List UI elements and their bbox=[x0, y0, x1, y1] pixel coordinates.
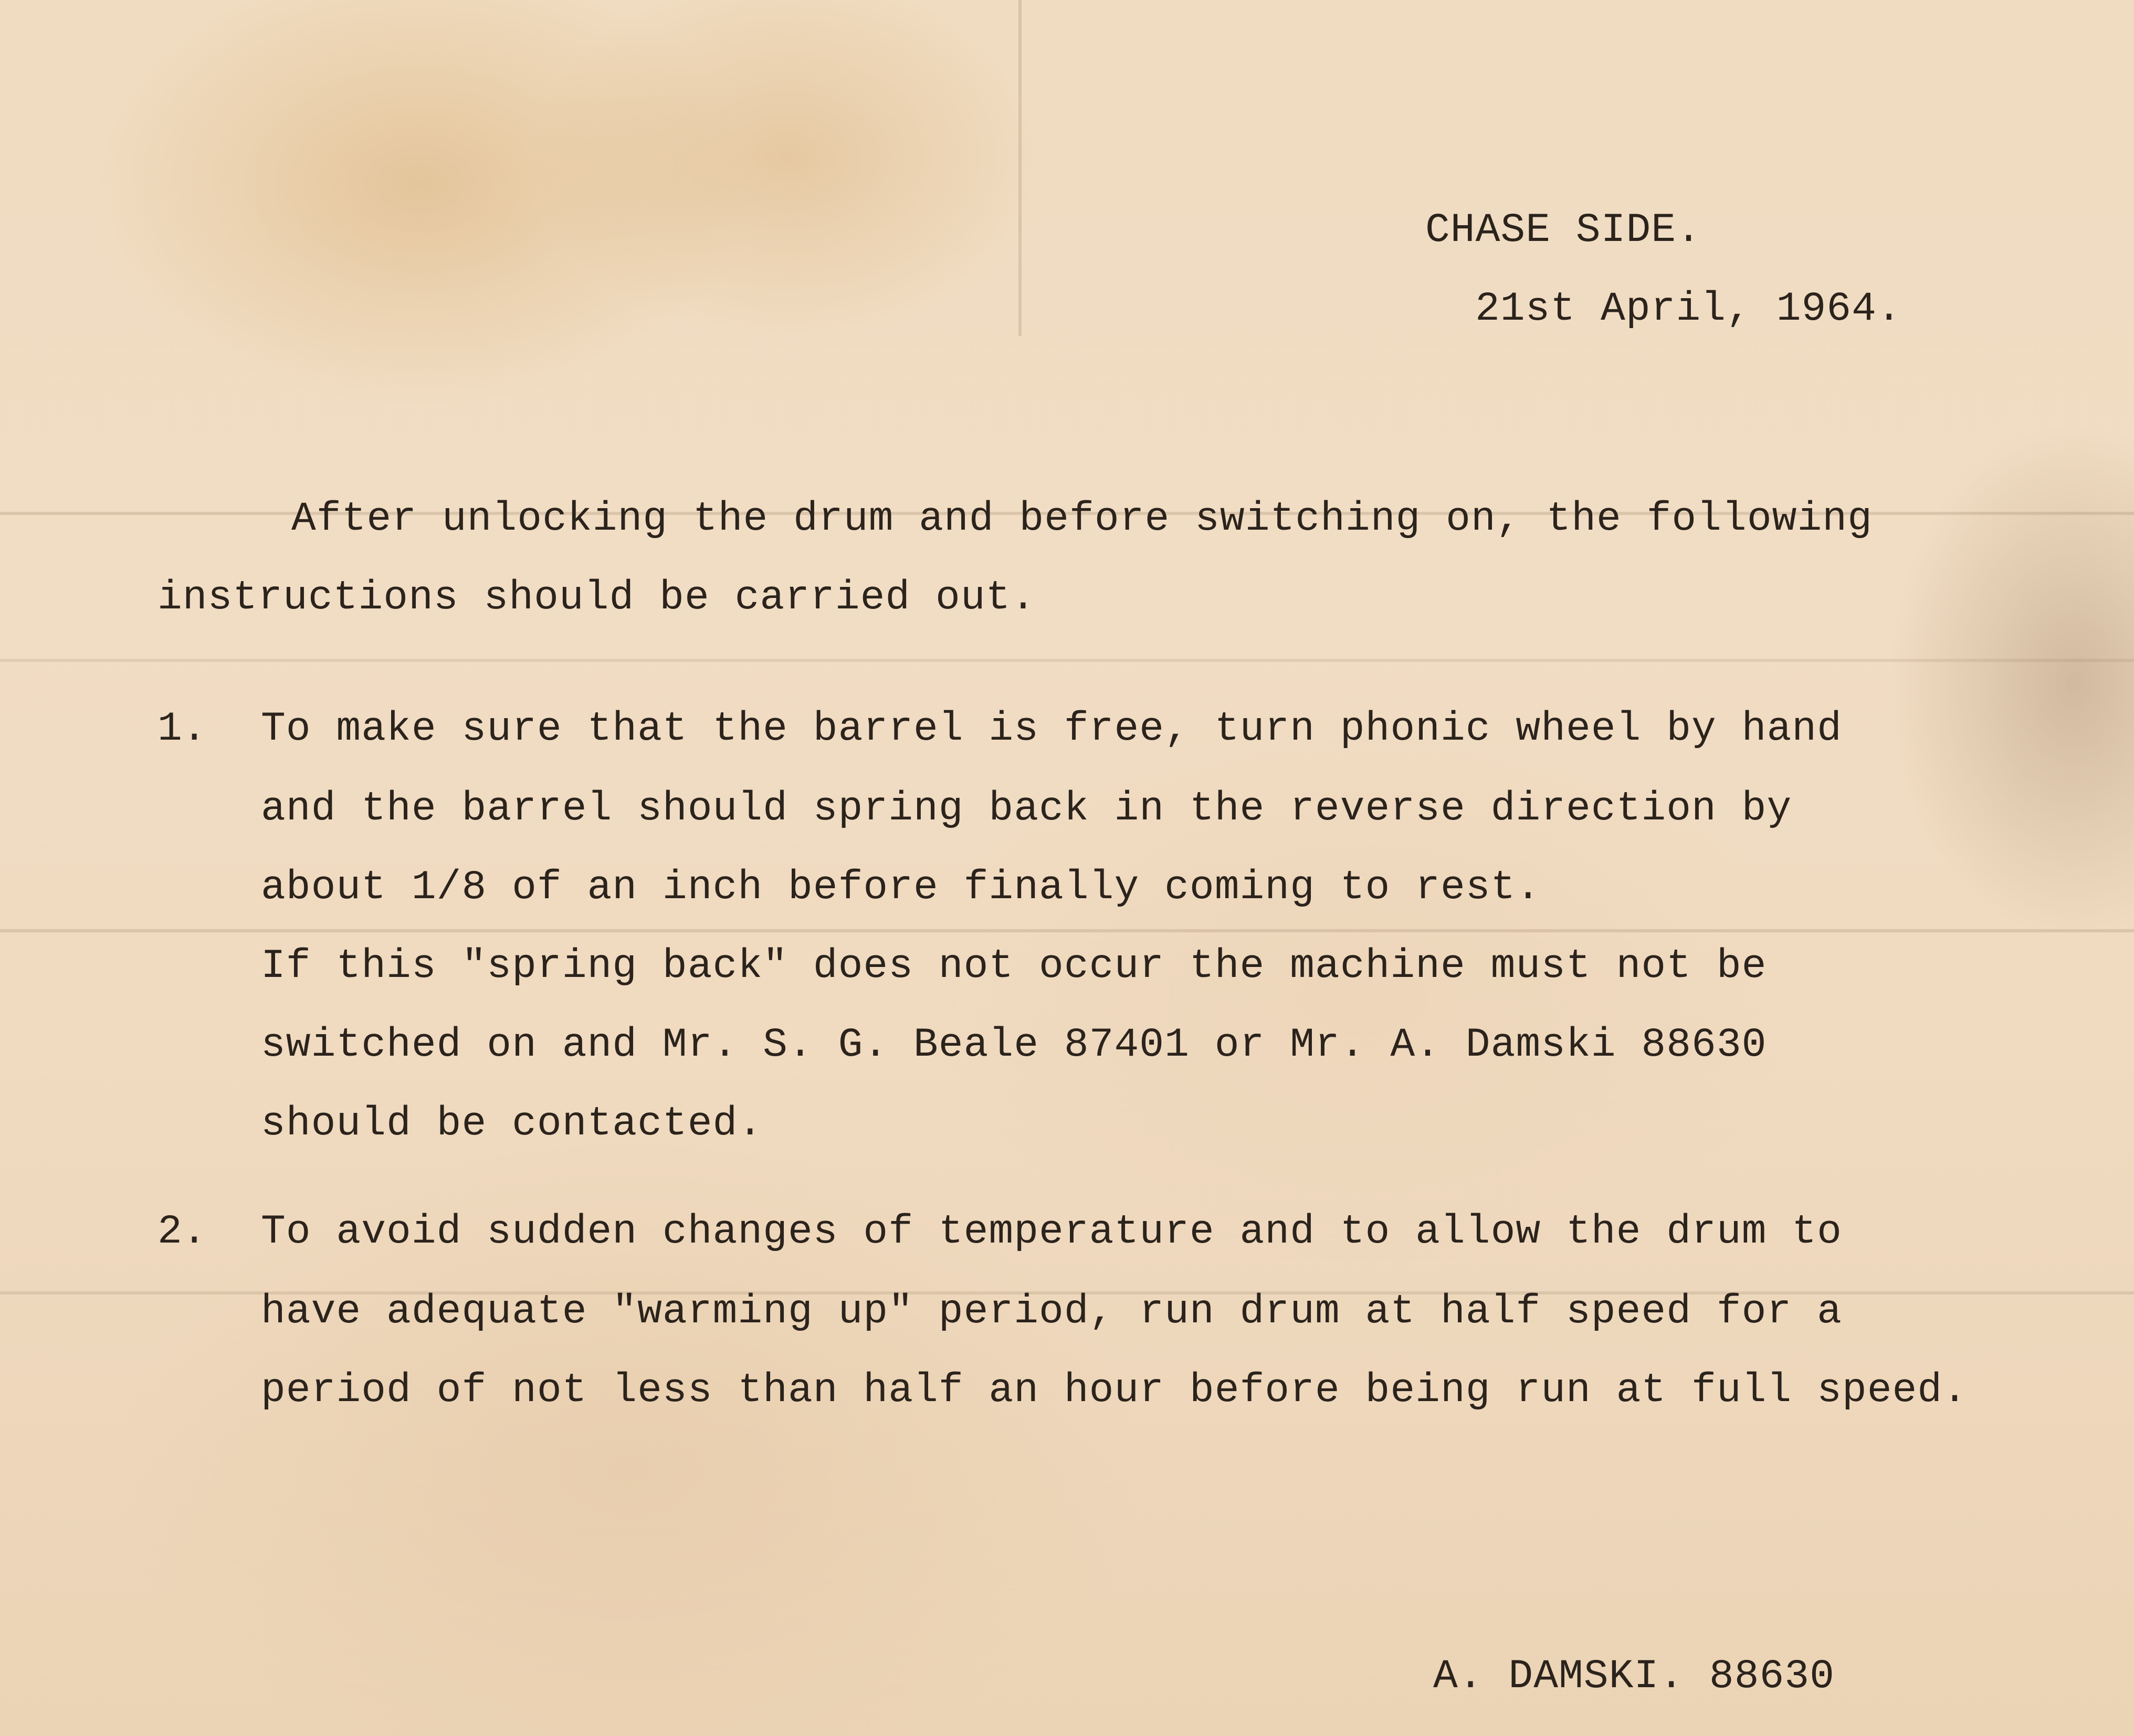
paper-fold-crease bbox=[1018, 0, 1022, 336]
item-line: switched on and Mr. S. G. Beale 87401 or Mr. A. Damski 88630 bbox=[261, 1022, 1767, 1068]
item-number: 1. bbox=[157, 706, 207, 752]
paper-fold-crease bbox=[0, 659, 2134, 662]
item-line: To avoid sudden changes of temperature and to allow the drum to bbox=[261, 1209, 1842, 1255]
intro-line: After unlocking the drum and before switching on, the following bbox=[291, 496, 1873, 542]
item-line: To make sure that the barrel is free, turn phonic wheel by hand bbox=[261, 706, 1842, 752]
item-line: period of not less than half an hour before being run at full speed. bbox=[261, 1367, 1968, 1414]
item-number: 2. bbox=[157, 1209, 207, 1255]
intro-line: instructions should be carried out. bbox=[157, 575, 1036, 621]
item-line: have adequate "warming up" period, run drum at half speed for a bbox=[261, 1289, 1842, 1335]
signature: A. DAMSKI. 88630 bbox=[1433, 1654, 1835, 1700]
item-line: about 1/8 of an inch before finally coming to rest. bbox=[261, 865, 1541, 911]
header-location: CHASE SIDE. bbox=[1425, 207, 1701, 254]
paper-fold-crease bbox=[0, 929, 2134, 932]
item-line: should be contacted. bbox=[261, 1101, 763, 1147]
item-line: If this "spring back" does not occur the machine must not be bbox=[261, 943, 1767, 990]
header-date: 21st April, 1964. bbox=[1475, 286, 1902, 332]
item-line: and the barrel should spring back in the reverse direction by bbox=[261, 786, 1792, 832]
